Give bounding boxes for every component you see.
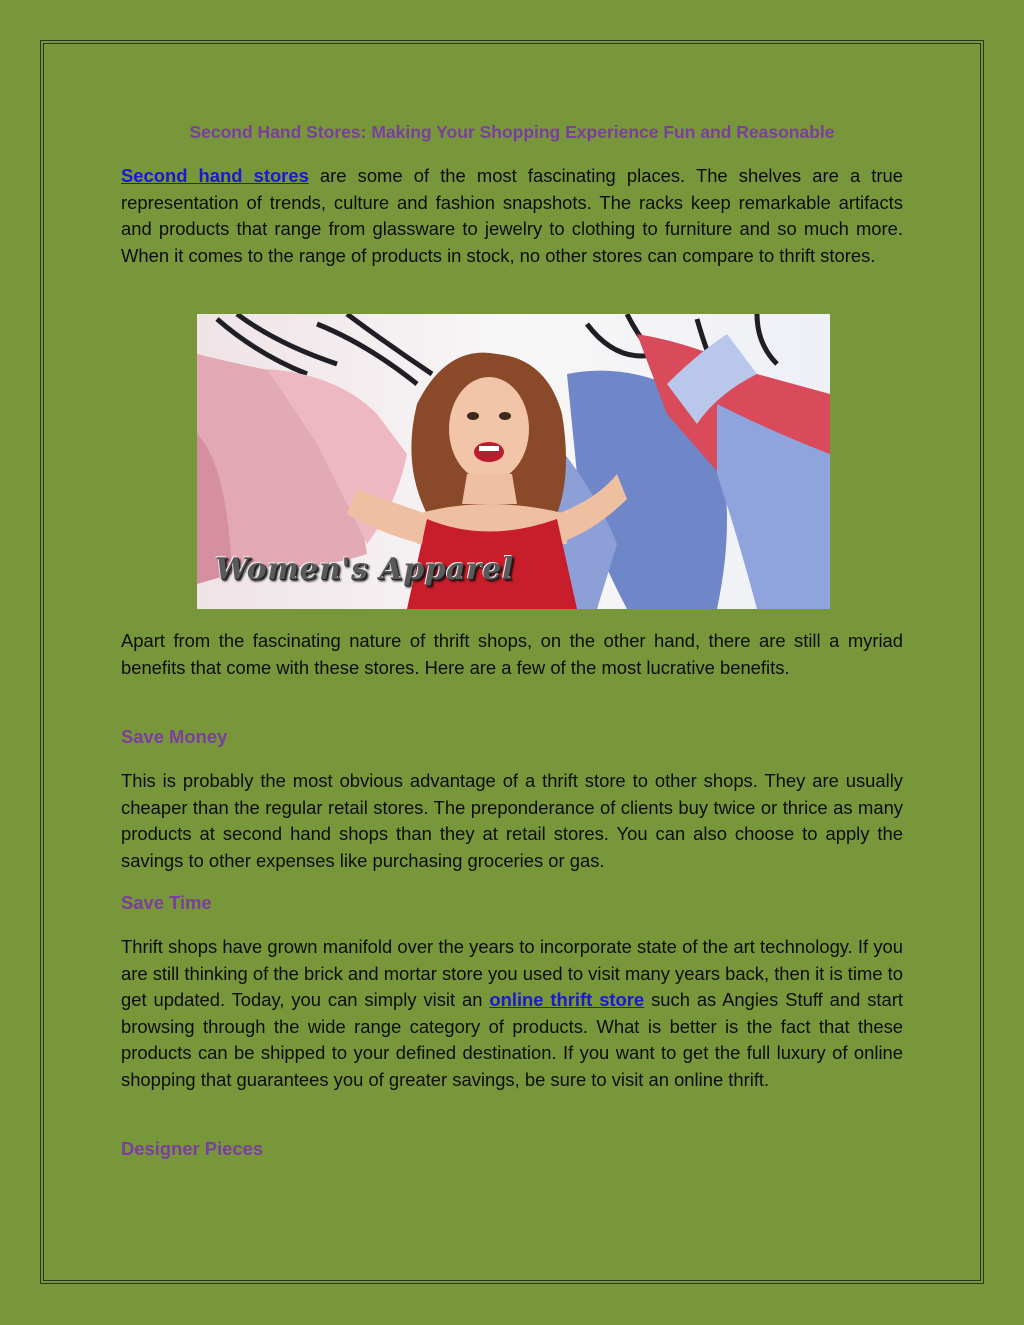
save-time-text-before: Thrift shops have grown manifold over the years to incorporate state of the art technology. If you are still thinking of the brick and mortar store you used to visit many years back, then it is time to get updated. Today, you can simply visit an xyxy=(121,936,903,1011)
save-money-paragraph: This is probably the most obvious advantage of a thrift store to other shops. They are usually cheaper than the regular retail stores. The preponderance of clients buy twice or thrice as many products at second hand shops than they at retail stores. You can also choose to apply the savings to other expenses like purchasing groceries or gas. xyxy=(121,770,903,871)
womens-apparel-watermark: Women's Apparel xyxy=(215,552,514,587)
online-thrift-store-link[interactable]: online thrift store xyxy=(489,989,645,1011)
second-hand-stores-link[interactable]: Second hand stores xyxy=(121,165,309,186)
document-title: Second Hand Stores: Making Your Shopping Experience Fun and Reasonable xyxy=(189,122,835,142)
woman-face xyxy=(449,377,529,481)
intro-paragraph xyxy=(121,163,903,269)
save-time-paragraph xyxy=(121,934,903,1094)
save-time-text-after: such as Angies Stuff and start browsing through the wide range category of products. What is better is the fact that these products can be shipped to your defined destination. If you want to get the full luxury of online shopping that guarantees you of greater savings, be sure to visit an online thrift. xyxy=(121,989,903,1090)
womens-apparel-photo xyxy=(197,314,830,609)
save-time-heading: Save Time xyxy=(121,892,212,913)
intro-text: are some of the most fascinating places. The shelves are a true representation of trends, culture and fashion snapshots. The racks keep remarkable artifacts and products that range from glassware to jewelry to clothing to furniture and so much more. When it comes to the range of products in stock, no other stores can compare to thrift stores. xyxy=(121,165,903,266)
benefits-paragraph: Apart from the fascinating nature of thrift shops, on the other hand, there are still a myriad benefits that come with these stores. Here are a few of the most lucrative benefits. xyxy=(121,630,903,678)
save-money-heading: Save Money xyxy=(121,726,228,747)
designer-pieces-heading: Designer Pieces xyxy=(121,1138,264,1159)
